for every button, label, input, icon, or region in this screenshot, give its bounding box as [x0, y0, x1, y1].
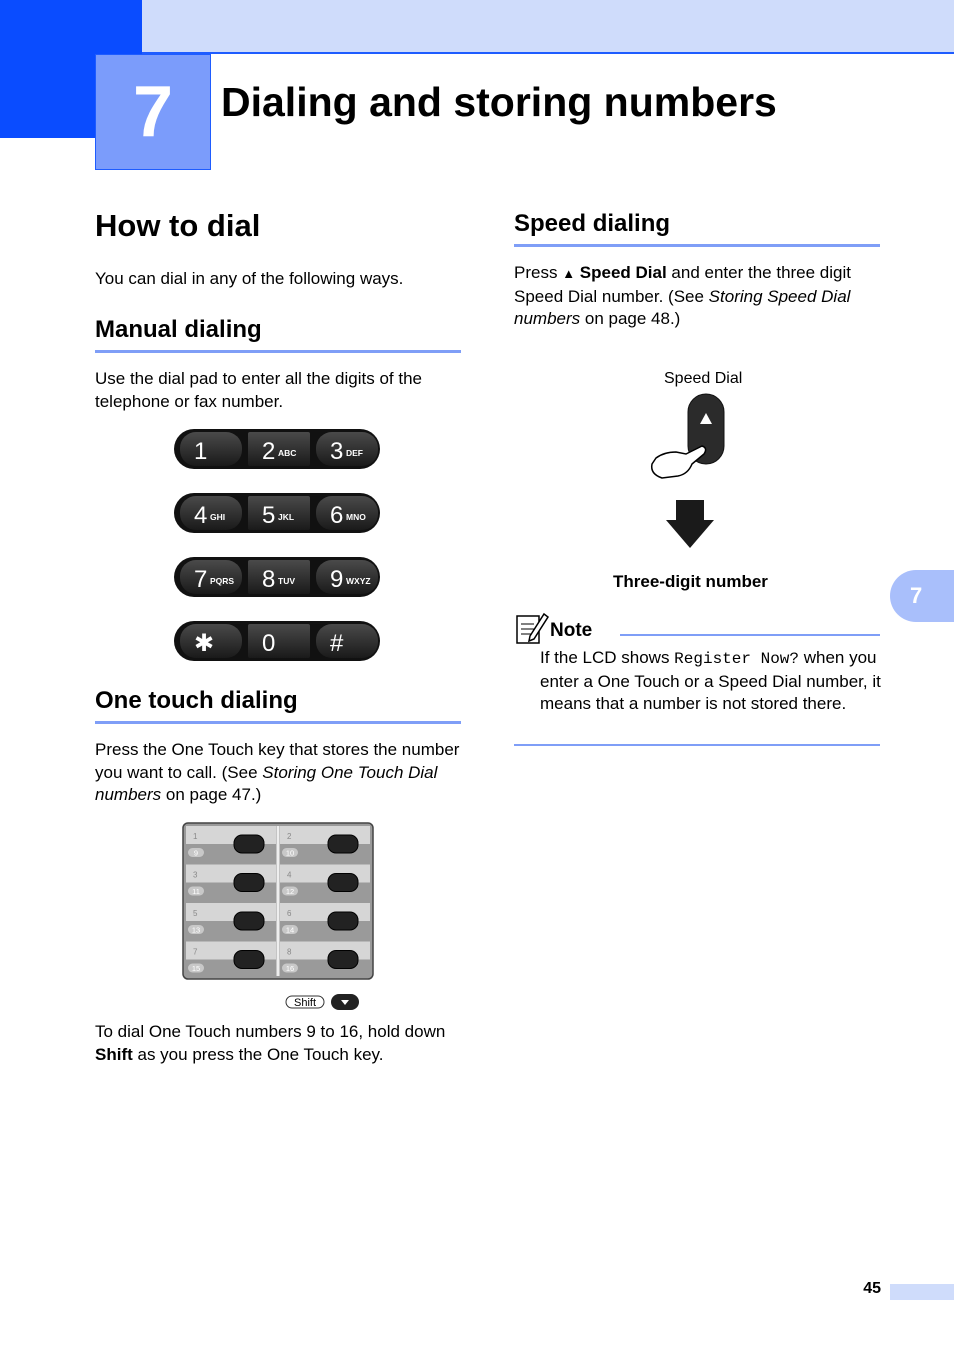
one-touch-ref: Storing One Touch Dial numbers	[95, 762, 438, 804]
one-touch-number: 4	[287, 870, 292, 880]
keypad-digit: 5	[262, 502, 276, 529]
one-touch-text-end: on page 47.)	[161, 785, 262, 804]
one-touch-number: 7	[193, 947, 198, 957]
one-touch-key	[234, 951, 264, 969]
chapter-side-tab: 7	[890, 570, 954, 622]
dial-pad-illustration	[172, 426, 384, 664]
one-touch-key	[234, 835, 264, 853]
lcd-message: Register Now?	[674, 650, 799, 668]
one-touch-key	[328, 912, 358, 930]
keypad-letters: MNO	[346, 512, 366, 522]
shift-bold: Shift	[95, 1044, 133, 1064]
one-touch-shift-number: 11	[192, 887, 200, 896]
one-touch-shift-number: 13	[191, 925, 201, 935]
three-digit-number-label: Three-digit number	[613, 572, 768, 591]
intro-text: You can dial in any of the following ways.	[95, 269, 404, 288]
one-touch-text-part: Press the One Touch key that stores the number you want to call. (See	[95, 740, 460, 782]
one-touch-shift-number: 10	[285, 848, 295, 858]
one-touch-text	[95, 739, 461, 807]
note-rule-top	[620, 634, 880, 636]
chapter-title: Dialing and storing numbers	[221, 79, 777, 125]
note-rule-bottom	[514, 744, 880, 746]
speed-dial-bold: Speed Dial	[575, 263, 667, 282]
keypad-digit: 3	[330, 438, 344, 465]
one-touch-number: 1	[193, 832, 198, 841]
heading-one-touch-dialing: One touch dialing	[95, 687, 461, 724]
keypad-letters: ABC	[278, 448, 297, 458]
speed-dialing-text	[514, 262, 884, 331]
one-touch-key	[328, 951, 358, 969]
speed-dial-key-label: Speed Dial	[664, 370, 743, 387]
one-touch-number: 6	[287, 909, 292, 918]
note-text-part: If the LCD shows	[540, 648, 675, 667]
shift-text-end: as you press the One Touch key.	[132, 1044, 384, 1064]
speed-ref: Storing Speed Dial numbers	[514, 286, 851, 328]
keypad-key	[180, 432, 242, 466]
speed-dial-press-illustration	[648, 392, 732, 552]
one-touch-number: 3	[193, 870, 198, 880]
one-touch-key	[328, 874, 358, 892]
page-number: 45	[863, 1280, 881, 1297]
one-touch-number: 5	[193, 909, 198, 918]
one-touch-shift-number: 14	[285, 925, 295, 935]
note-title: Note	[550, 620, 593, 641]
keypad-letters: JKL	[278, 512, 295, 522]
page-number-bar	[890, 1284, 954, 1300]
speed-text-mid: and enter the three digit Speed Dial number. (See	[514, 263, 851, 306]
shift-text-part: To dial One Touch numbers 9 to 16, hold down	[95, 1022, 446, 1041]
shift-key-label: Shift	[293, 997, 317, 1009]
keypad-letters: WXYZ	[346, 576, 371, 586]
section-heading-how-to-dial: How to dial	[95, 208, 261, 243]
one-touch-shift-number: 16	[285, 964, 295, 973]
keypad-digit: 0	[262, 630, 276, 657]
one-touch-shift-number: 15	[191, 964, 201, 973]
down-arrow-icon	[666, 500, 714, 548]
keypad-digit: 4	[194, 502, 208, 529]
keypad-digit: ✱	[194, 630, 215, 657]
one-touch-number: 2	[287, 832, 292, 841]
keypad-digit: 6	[330, 502, 344, 529]
header-band	[140, 0, 954, 54]
heading-speed-dialing: Speed dialing	[514, 210, 880, 247]
keypad-digit: 9	[330, 566, 344, 593]
one-touch-key	[234, 912, 264, 930]
one-touch-number: 8	[287, 947, 292, 957]
manual-dialing-text: Use the dial pad to enter all the digits of the telephone or fax number.	[95, 369, 422, 411]
keypad-letters: DEF	[346, 448, 363, 458]
note-text	[540, 647, 885, 716]
up-arrow-icon: ▲	[562, 266, 576, 281]
heading-manual-dialing: Manual dialing	[95, 316, 461, 353]
speed-text-end: on page 48.)	[580, 309, 681, 328]
keypad-digit: #	[330, 630, 344, 657]
shift-instruction-text	[95, 1021, 465, 1066]
keypad-digit: 2	[262, 438, 276, 465]
chapter-number-box: 7	[95, 54, 211, 170]
one-touch-key	[328, 835, 358, 853]
speed-text-part: Press	[514, 263, 563, 282]
keypad-letters: PQRS	[210, 576, 235, 586]
keypad-digit: 7	[194, 566, 208, 593]
one-touch-key	[234, 874, 264, 892]
keypad-letters: GHI	[210, 512, 226, 522]
one-touch-shift-number: 12	[285, 887, 295, 896]
note-pencil-icon	[514, 610, 550, 646]
keypad-digit: 8	[262, 566, 276, 593]
keypad-letters: TUV	[278, 576, 295, 586]
keypad-digit: 1	[194, 438, 208, 465]
one-touch-panel-illustration	[182, 822, 374, 982]
one-touch-shift-number: 9	[193, 848, 199, 858]
note-text-end: when you enter a One Touch or a Speed Dial number, it means that a number is not stored there.	[540, 648, 881, 713]
keypad-key	[248, 624, 310, 658]
shift-key-illustration	[285, 992, 361, 1012]
keypad-key	[316, 624, 378, 658]
